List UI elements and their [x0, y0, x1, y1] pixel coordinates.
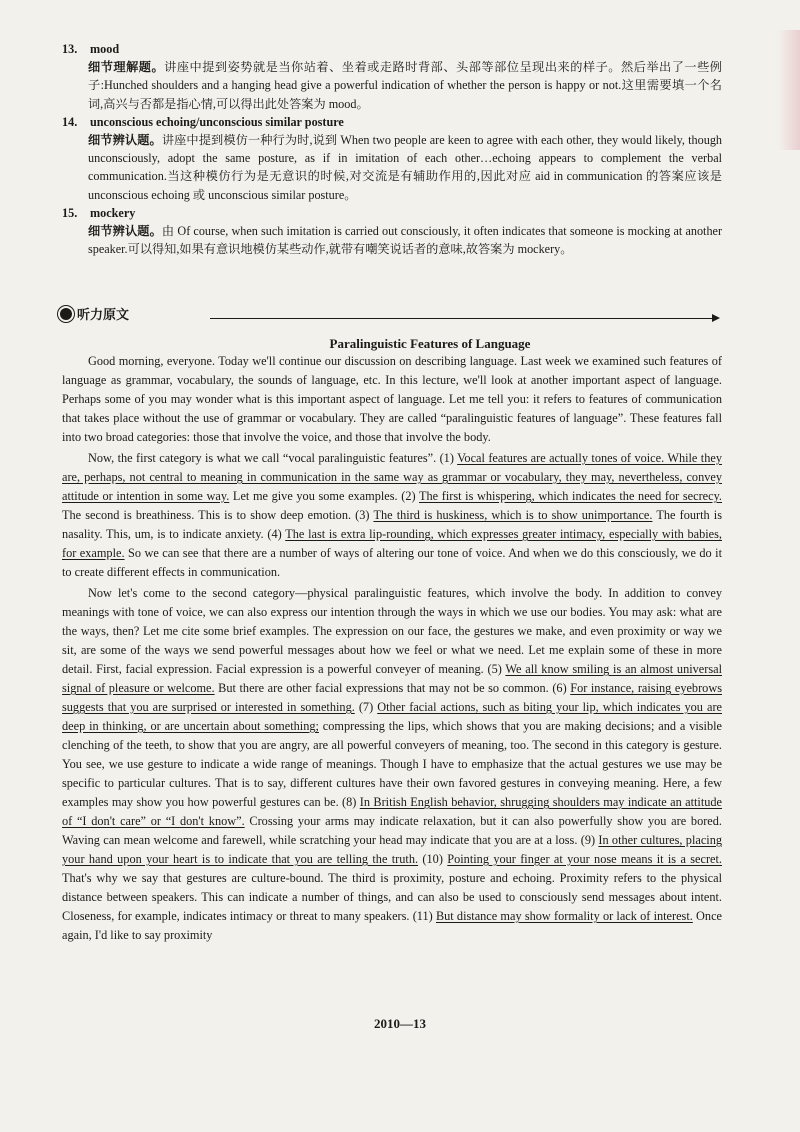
section-label: 听力原文 — [60, 304, 129, 323]
answer-explanation — [88, 131, 722, 204]
underlined-answer-text: The last is extra lip-rounding, which expresses greater intimacy, especially with babies, for example. — [62, 527, 722, 560]
transcript-text: So we can see that there are a number of ways of altering our tone of voice. And when we do this consciously, we do it to create different effects in communication. — [62, 546, 722, 579]
answer-explanation — [88, 222, 722, 258]
explanation-text: 由 Of course, when such imitation is carried out consciously, it often indicates that someone is mocking at another speaker.可以得知,如果有意识地模仿某些动作,就带有嘲笑说话者的意味,故答案为 mockery。 — [88, 224, 723, 257]
explanation-text: 讲座中提到模仿一种行为时,说到 When two people are keen to agree with each other, they would likely, though unconsciously, adopt the same posture, as if in imitation of each other…echoing appears to complement the verbal communication.当这种模仿行为是无意识的时候,对交流是有辅助作用的,因此对应 aid in communication 的答案应该是 unconscious echoing 或 unconscious similar posture。 — [88, 133, 722, 202]
transcript-paragraph — [62, 352, 722, 447]
underlined-answer-text: In British English behavior, shrugging shoulders may indicate an attitude of “I don't care” or “I don't know”. — [62, 795, 722, 828]
transcript-paragraph — [62, 449, 722, 582]
answer-item — [62, 40, 722, 113]
answer-heading — [62, 204, 722, 222]
section-rule — [210, 318, 714, 319]
answer-heading — [62, 40, 722, 58]
answer-value: mood — [90, 42, 120, 56]
transcript-text: But there are other facial expressions that may not be so common. (6) — [214, 681, 571, 695]
transcript-text: (7) — [354, 700, 378, 714]
question-type-tag: 细节辨认题。 — [88, 133, 162, 148]
underlined-answer-text: Other facial actions, such as biting your lip, which indicates you are deep in thinking, or are uncertain about something; — [62, 700, 722, 733]
question-type-tag: 细节辨认题。 — [88, 224, 162, 239]
bullet-icon — [60, 308, 72, 320]
transcript-text: (10) — [418, 852, 448, 866]
transcript-title: Paralinguistic Features of Language — [329, 336, 531, 351]
answer-item — [62, 204, 722, 259]
transcript-text: That's why we say that gestures are culture-bound. The third is proximity, posture and echoing. Proximity refers to the physical distance between speakers. This can indicate a number of things, and can also be used to consciously send messages about intent. Closeness, for example, indicates intimacy or threat to many speakers. (11) — [62, 871, 722, 923]
transcript-paragraph — [62, 584, 722, 945]
underlined-answer-text: For instance, raising eyebrows suggests that you are surprised or interested in something. — [62, 681, 722, 714]
underlined-answer-text: The first is whispering, which indicates the need for secrecy. — [418, 489, 722, 503]
transcript-text: Now, the first category is what we call “vocal paralinguistic features”. (1) — [88, 451, 458, 465]
answer-value: unconscious echoing/unconscious similar posture — [90, 114, 344, 129]
answer-item — [62, 113, 722, 204]
answer-explanation — [88, 58, 722, 113]
answer-key-section — [62, 40, 722, 258]
underlined-answer-text: Pointing your finger at your nose means it is a secret. — [447, 852, 723, 866]
answer-number: 14. — [62, 114, 78, 129]
page-edge-tab — [778, 30, 800, 150]
explanation-text: 讲座中提到姿势就是当你站着、坐着或走路时背部、头部等部位呈现出来的样子。然后举出了一些例子:Hunched shoulders and a hanging head give a powerful indication of whether the person is happy or not.这里需要填一个名词,高兴与否都是指心情,可以得出此处答案为 mood。 — [88, 60, 722, 111]
question-type-tag: 细节理解题。 — [88, 60, 165, 75]
transcript-text: Crossing your arms may indicate relaxation, but it can also powerfully show you are bored. Waving can mean welcome and farewell, while scratching your head may indicate that you are at a loss. (9) — [62, 814, 722, 847]
transcript-text: The fourth is nasality. This, um, is to indicate anxiety. (4) — [62, 508, 722, 541]
transcript-body — [62, 352, 722, 945]
transcript-text: Now let's come to the second category—physical paralinguistic features, which involve the body. In addition to convey meanings with tone of voice, we can also express our intention through the ways in which we use our bodies. You may ask: what are the ways, then? Let me cite some brief examples. The expression on our face, the gestures we make, and even proximity or way we sit, are some of the ways we send powerful messages about how we feel or what we need. Let me explain some of these in more detail. First, facial expression. Facial expression is a powerful conveyer of meaning. (5) — [62, 586, 722, 676]
underlined-answer-text: But distance may show formality or lack of interest. — [435, 909, 693, 923]
answer-number: 13. — [62, 42, 78, 56]
underlined-answer-text: We all know smiling is an almost universal signal of pleasure or welcome. — [62, 662, 722, 695]
transcript-text: The second is breathiness. This is to show deep emotion. (3) — [62, 508, 374, 522]
underlined-answer-text: In other cultures, placing your hand upon your heart is to indicate that you are telling the truth. — [62, 833, 722, 866]
transcript-text: compressing the lips, which shows that you are making decisions; and a visible clenching of the teeth, to show that you are angry, are all powerful conveyers of meaning, too. The second in this category is gesture. You see, we use gesture to indicate a wide range of meanings. Though I have to emphasize that the actual gestures we use may be specific to particular cultures. That is to say, different cultures have their own favored gestures in conveying meaning. Here, a few examples may show you how powerful gestures can be. (8) — [62, 719, 722, 809]
answer-value: mockery — [90, 205, 136, 220]
page-number: 2010—13 — [374, 1016, 426, 1031]
answer-heading — [62, 113, 722, 131]
arrow-icon — [712, 314, 720, 322]
section-header — [60, 302, 720, 324]
transcript-text: Good morning, everyone. Today we'll continue our discussion on describing language. Last week we examined such features of language as grammar, vocabulary, the sounds of language, etc. In this lecture, we'll look at another important aspect of language. Perhaps some of you may wonder what is this important aspect of language. Let me tell you: it refers to features of communication that takes place without the use of grammar or vocabulary. They are called “paralinguistic features of language”. These features fall into two broad categories: those that involve the voice, and those that involve the body. — [62, 354, 722, 444]
underlined-answer-text: Vocal features are actually tones of voice. While they are, perhaps, not central to meaning in communication in the same way as grammar or vocabulary, they may, nevertheless, convey attitude or intention in some way. — [62, 451, 722, 503]
transcript-text: Let me give you some examples. (2) — [229, 489, 419, 503]
answer-number: 15. — [62, 205, 78, 220]
underlined-answer-text: The third is huskiness, which is to show unimportance. — [373, 508, 653, 522]
transcript-text: Once again, I'd like to say proximity — [62, 909, 723, 942]
